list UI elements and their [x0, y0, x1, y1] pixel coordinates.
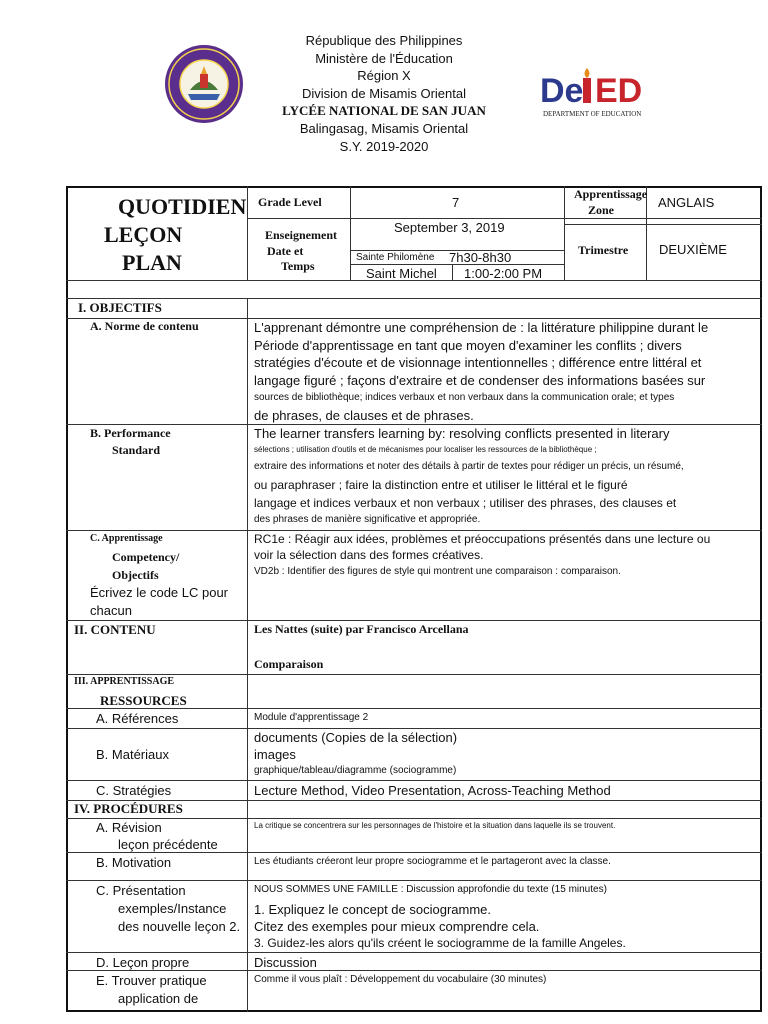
materials-images: images [254, 747, 296, 762]
resources-heading: III. APPRENTISSAGE [74, 676, 175, 687]
section-2-time: 1:00-2:00 PM [464, 266, 543, 281]
lc-code-note-2: chacun [90, 603, 132, 618]
presentation-label-3: des nouvelle leçon 2. [118, 919, 241, 934]
teaching-date-label-2: Date et [267, 244, 304, 258]
learning-area-label: Apprentissage [574, 187, 648, 201]
header-school-name: LYCÉE NATIONAL DE SAN JUAN [282, 103, 486, 119]
materials-label: B. Matériaux [96, 747, 169, 762]
header-division: Division de Misamis Oriental [302, 85, 466, 101]
performance-standard-label-2: Standard [112, 443, 161, 457]
motivation-label: B. Motivation [96, 855, 172, 870]
review-value: La critique se concentrera sur les personnages de l'histoire et la situation dans laquelle ils se trouvent. [254, 821, 616, 830]
deped-subtitle: DEPARTMENT OF EDUCATION [543, 110, 642, 118]
header-address: Balingasag, Misamis Oriental [299, 120, 469, 136]
application-label: E. Trouver pratique [96, 973, 207, 988]
learning-competency-label-2: Competency/ [112, 550, 180, 564]
presentation-step-3: 3. Guidez-les alors qu'ils créent le sociogramme de la famille Angeles. [254, 936, 626, 950]
svg-text:De: De [540, 72, 584, 110]
competency-vd2b: VD2b : Identifier des figures de style qui montrent une comparaison : comparaison. [254, 566, 621, 577]
learning-competency-label: C. Apprentissage [90, 533, 163, 544]
document-header [0, 32, 768, 155]
content-standard-text: L'apprenant démontre une compréhension de : la littérature philippine durant le Période d'apprentissage en tant que moyen d'examiner les conflits ; divers stratégies d'écoute et de visionnage intentionnelles ; différence entre littéral et langage figuré ; façons d'extraire et de condenser des informations basées sur sources de bibliothèque; indices verbaux et non verbaux dans la communication orale; et types de phrases, de clauses et de phrases. [254, 320, 709, 423]
teaching-date-label-3: Temps [281, 259, 315, 273]
lesson-proper-label: D. Leçon propre [96, 955, 190, 970]
header-school-year: S.Y. 2019-2020 [339, 138, 429, 154]
header-ministry: Ministère de l'Éducation [315, 50, 453, 66]
grade-level-value: 7 [452, 195, 460, 210]
content-selection-title: Les Nattes (suite) par Francisco Arcellana [254, 622, 469, 636]
review-label-2: leçon précédente [118, 837, 218, 852]
school-seal-logo [164, 44, 244, 124]
header-region: Région X [357, 68, 411, 84]
review-label: A. Révision [96, 820, 162, 835]
section-2-name: Saint Michel [366, 266, 437, 281]
learning-area-label-2: Zone [588, 203, 615, 217]
procedures-heading: IV. PROCÉDURES [74, 801, 183, 816]
lesson-proper-value: Discussion [254, 955, 317, 970]
lc-code-note: Écrivez le code LC pour [90, 585, 229, 600]
presentation-step-1: 1. Expliquez le concept de sociogramme. [254, 902, 492, 917]
resources-heading-2: RESSOURCES [100, 693, 187, 708]
competency-rc1e-line1: RC1e : Réagir aux idées, problèmes et préoccupations présentés dans une lecture ou [254, 532, 711, 546]
deped-logo [540, 66, 652, 120]
performance-standard-label: B. Performance [90, 426, 171, 440]
learning-competency-label-3: Objectifs [112, 568, 159, 582]
content-heading: II. CONTENU [74, 622, 156, 637]
svg-text:ED: ED [595, 72, 643, 110]
quarter-label: Trimestre [578, 243, 629, 257]
materials-copies: documents (Copies de la sélection) [254, 730, 458, 745]
quarter-value: DEUXIÈME [659, 242, 727, 257]
plan-title-line1: QUOTIDIEN [118, 194, 247, 219]
motivation-value: Les étudiants créeront leur propre sociogramme et le partageront avec la classe. [254, 856, 611, 867]
section-1-time: 7h30-8h30 [449, 250, 512, 265]
presentation-label-2: exemples/Instance [118, 901, 227, 916]
performance-standard-text: The learner transfers learning by: resolving conflicts presented in literary sélections ; utilisation d'outils et de mécanismes pour localiser les ressources de la bibliothèque ; extraire des informations et noter des détails à partir de textes pour rédiger un précis, un résumé, ou paraphraser ; faire la distinction entre et utiliser le littéral et le figuré langage et indices verbaux et non verbaux ; utiliser des phrases, des clauses et des phrases de manière significative et appropriée. [254, 426, 684, 525]
materials-chart: graphique/tableau/diagramme (sociogramme) [254, 765, 457, 776]
references-value: Module d'apprentissage 2 [254, 712, 369, 723]
presentation-label: C. Présentation [96, 883, 186, 898]
strategies-value: Lecture Method, Video Presentation, Across-Teaching Method [254, 783, 611, 798]
presentation-activity: NOUS SOMMES UNE FAMILLE : Discussion approfondie du texte (15 minutes) [254, 884, 607, 895]
teaching-date-value: September 3, 2019 [394, 220, 505, 235]
references-label: A. Références [96, 711, 179, 726]
learning-area-value: ANGLAIS [658, 195, 715, 210]
objectives-heading: I. OBJECTIFS [78, 300, 162, 315]
teaching-date-label: Enseignement [265, 228, 337, 242]
section-1-name: Sainte Philomène [356, 252, 435, 263]
competency-rc1e-line2: voir la sélection dans des formes créatives. [254, 548, 484, 562]
grade-level-label: Grade Level [258, 195, 322, 209]
content-standard-label: A. Norme de contenu [90, 319, 199, 333]
strategies-label: C. Stratégies [96, 783, 172, 798]
application-label-2: application de [118, 991, 199, 1006]
plan-title-line3: PLAN [122, 250, 182, 275]
plan-title-line2: LEÇON [104, 222, 183, 247]
header-country: République des Philippines [305, 33, 463, 48]
content-topic: Comparaison [254, 657, 324, 671]
application-value: Comme il vous plaît : Développement du vocabulaire (30 minutes) [254, 974, 547, 985]
presentation-step-1b: Citez des exemples pour mieux comprendre cela. [254, 919, 540, 934]
